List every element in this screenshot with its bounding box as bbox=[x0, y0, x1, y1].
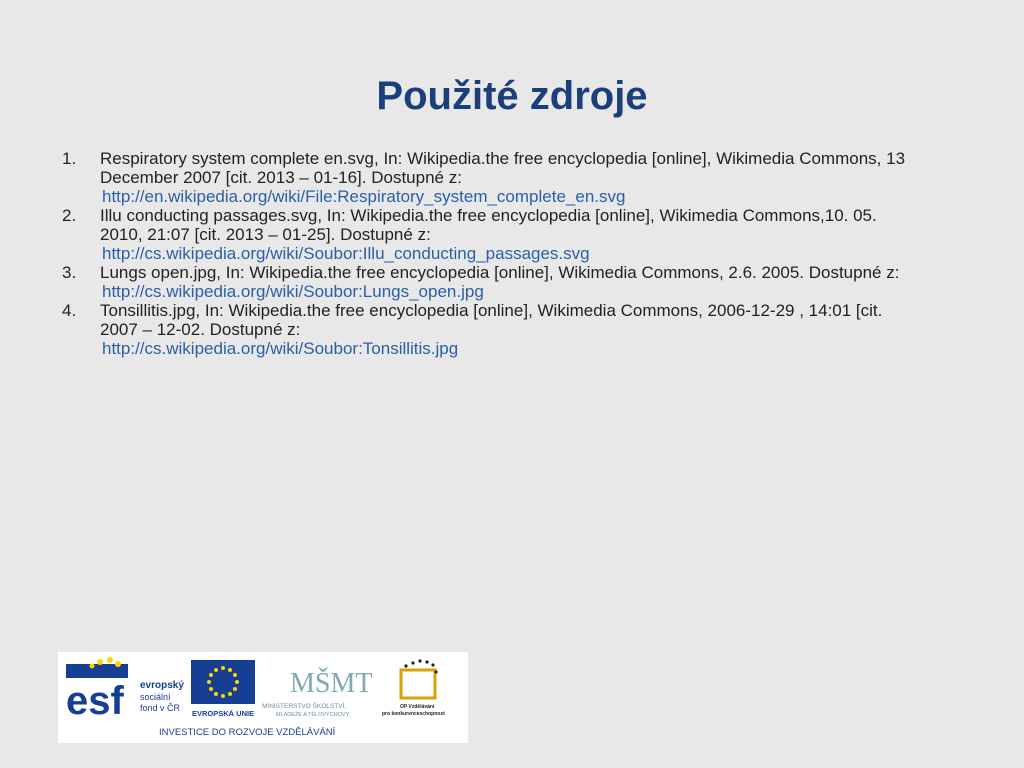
esf-mark: esf bbox=[66, 679, 124, 723]
op-vk-text-line: pro konkurenceschopnost bbox=[382, 711, 445, 717]
reference-link[interactable]: http://cs.wikipedia.org/wiki/Soubor:Tonsillitis.jpg bbox=[102, 339, 459, 358]
reference-link[interactable]: http://cs.wikipedia.org/wiki/Soubor:Illu_conducting_passages.svg bbox=[102, 244, 590, 263]
reference-link[interactable]: http://cs.wikipedia.org/wiki/Soubor:Lungs_open.jpg bbox=[102, 282, 484, 301]
msmt-text-line: MLÁDEŽE A TĚLOVÝCHOVY bbox=[276, 712, 350, 718]
reference-text: Tonsillitis.jpg, In: Wikipedia.the free encyclopedia [online], Wikimedia Commons, 2006-12-29 , 14:01 [cit. 2007 – 12-02. Dostupné z: bbox=[100, 301, 883, 339]
esf-text-line: evropský bbox=[140, 680, 184, 691]
esf-text-line: fond v ČR bbox=[140, 703, 181, 713]
reference-item bbox=[62, 301, 912, 358]
eu-flag-logo bbox=[191, 660, 255, 718]
logo-tagline: INVESTICE DO ROZVOJE VZDĚLÁVÁNÍ bbox=[159, 727, 336, 738]
op-vk-logo bbox=[382, 659, 445, 717]
reference-list bbox=[62, 149, 912, 358]
funding-logo-strip bbox=[58, 652, 468, 743]
msmt-mark: MŠMT bbox=[290, 668, 373, 699]
reference-item bbox=[62, 149, 912, 206]
reference-text: Lungs open.jpg, In: Wikipedia.the free encyclopedia [online], Wikimedia Commons, 2.6. 2005. Dostupné z: bbox=[100, 263, 900, 282]
reference-text: Illu conducting passages.svg, In: Wikipedia.the free encyclopedia [online], Wikimedia Commons,10. 05. 2010, 21:07 [cit. 2013 – 01-25]. Dostupné z: bbox=[100, 206, 877, 244]
op-vk-frame bbox=[401, 670, 435, 698]
reference-number: 1. bbox=[62, 149, 77, 168]
reference-item bbox=[62, 263, 912, 301]
reference-link[interactable]: http://en.wikipedia.org/wiki/File:Respiratory_system_complete_en.svg bbox=[102, 187, 626, 206]
reference-text: Respiratory system complete en.svg, In: Wikipedia.the free encyclopedia [online], Wikimedia Commons, 13 December 2007 [cit. 2013 – 01-16]. Dostupné z: bbox=[100, 149, 906, 187]
slide-title: Použité zdroje bbox=[376, 74, 648, 118]
reference-number: 4. bbox=[62, 301, 77, 320]
msmt-logo bbox=[262, 668, 372, 718]
op-vk-text-line: OP Vzdělávání bbox=[400, 704, 435, 710]
esf-text-line: sociální bbox=[140, 692, 171, 702]
esf-logo bbox=[66, 657, 184, 723]
reference-number: 2. bbox=[62, 206, 77, 225]
reference-number: 3. bbox=[62, 263, 77, 282]
msmt-text-line: MINISTERSTVO ŠKOLSTVÍ, bbox=[262, 703, 347, 710]
reference-item bbox=[62, 206, 912, 263]
eu-label: EVROPSKÁ UNIE bbox=[192, 709, 255, 718]
